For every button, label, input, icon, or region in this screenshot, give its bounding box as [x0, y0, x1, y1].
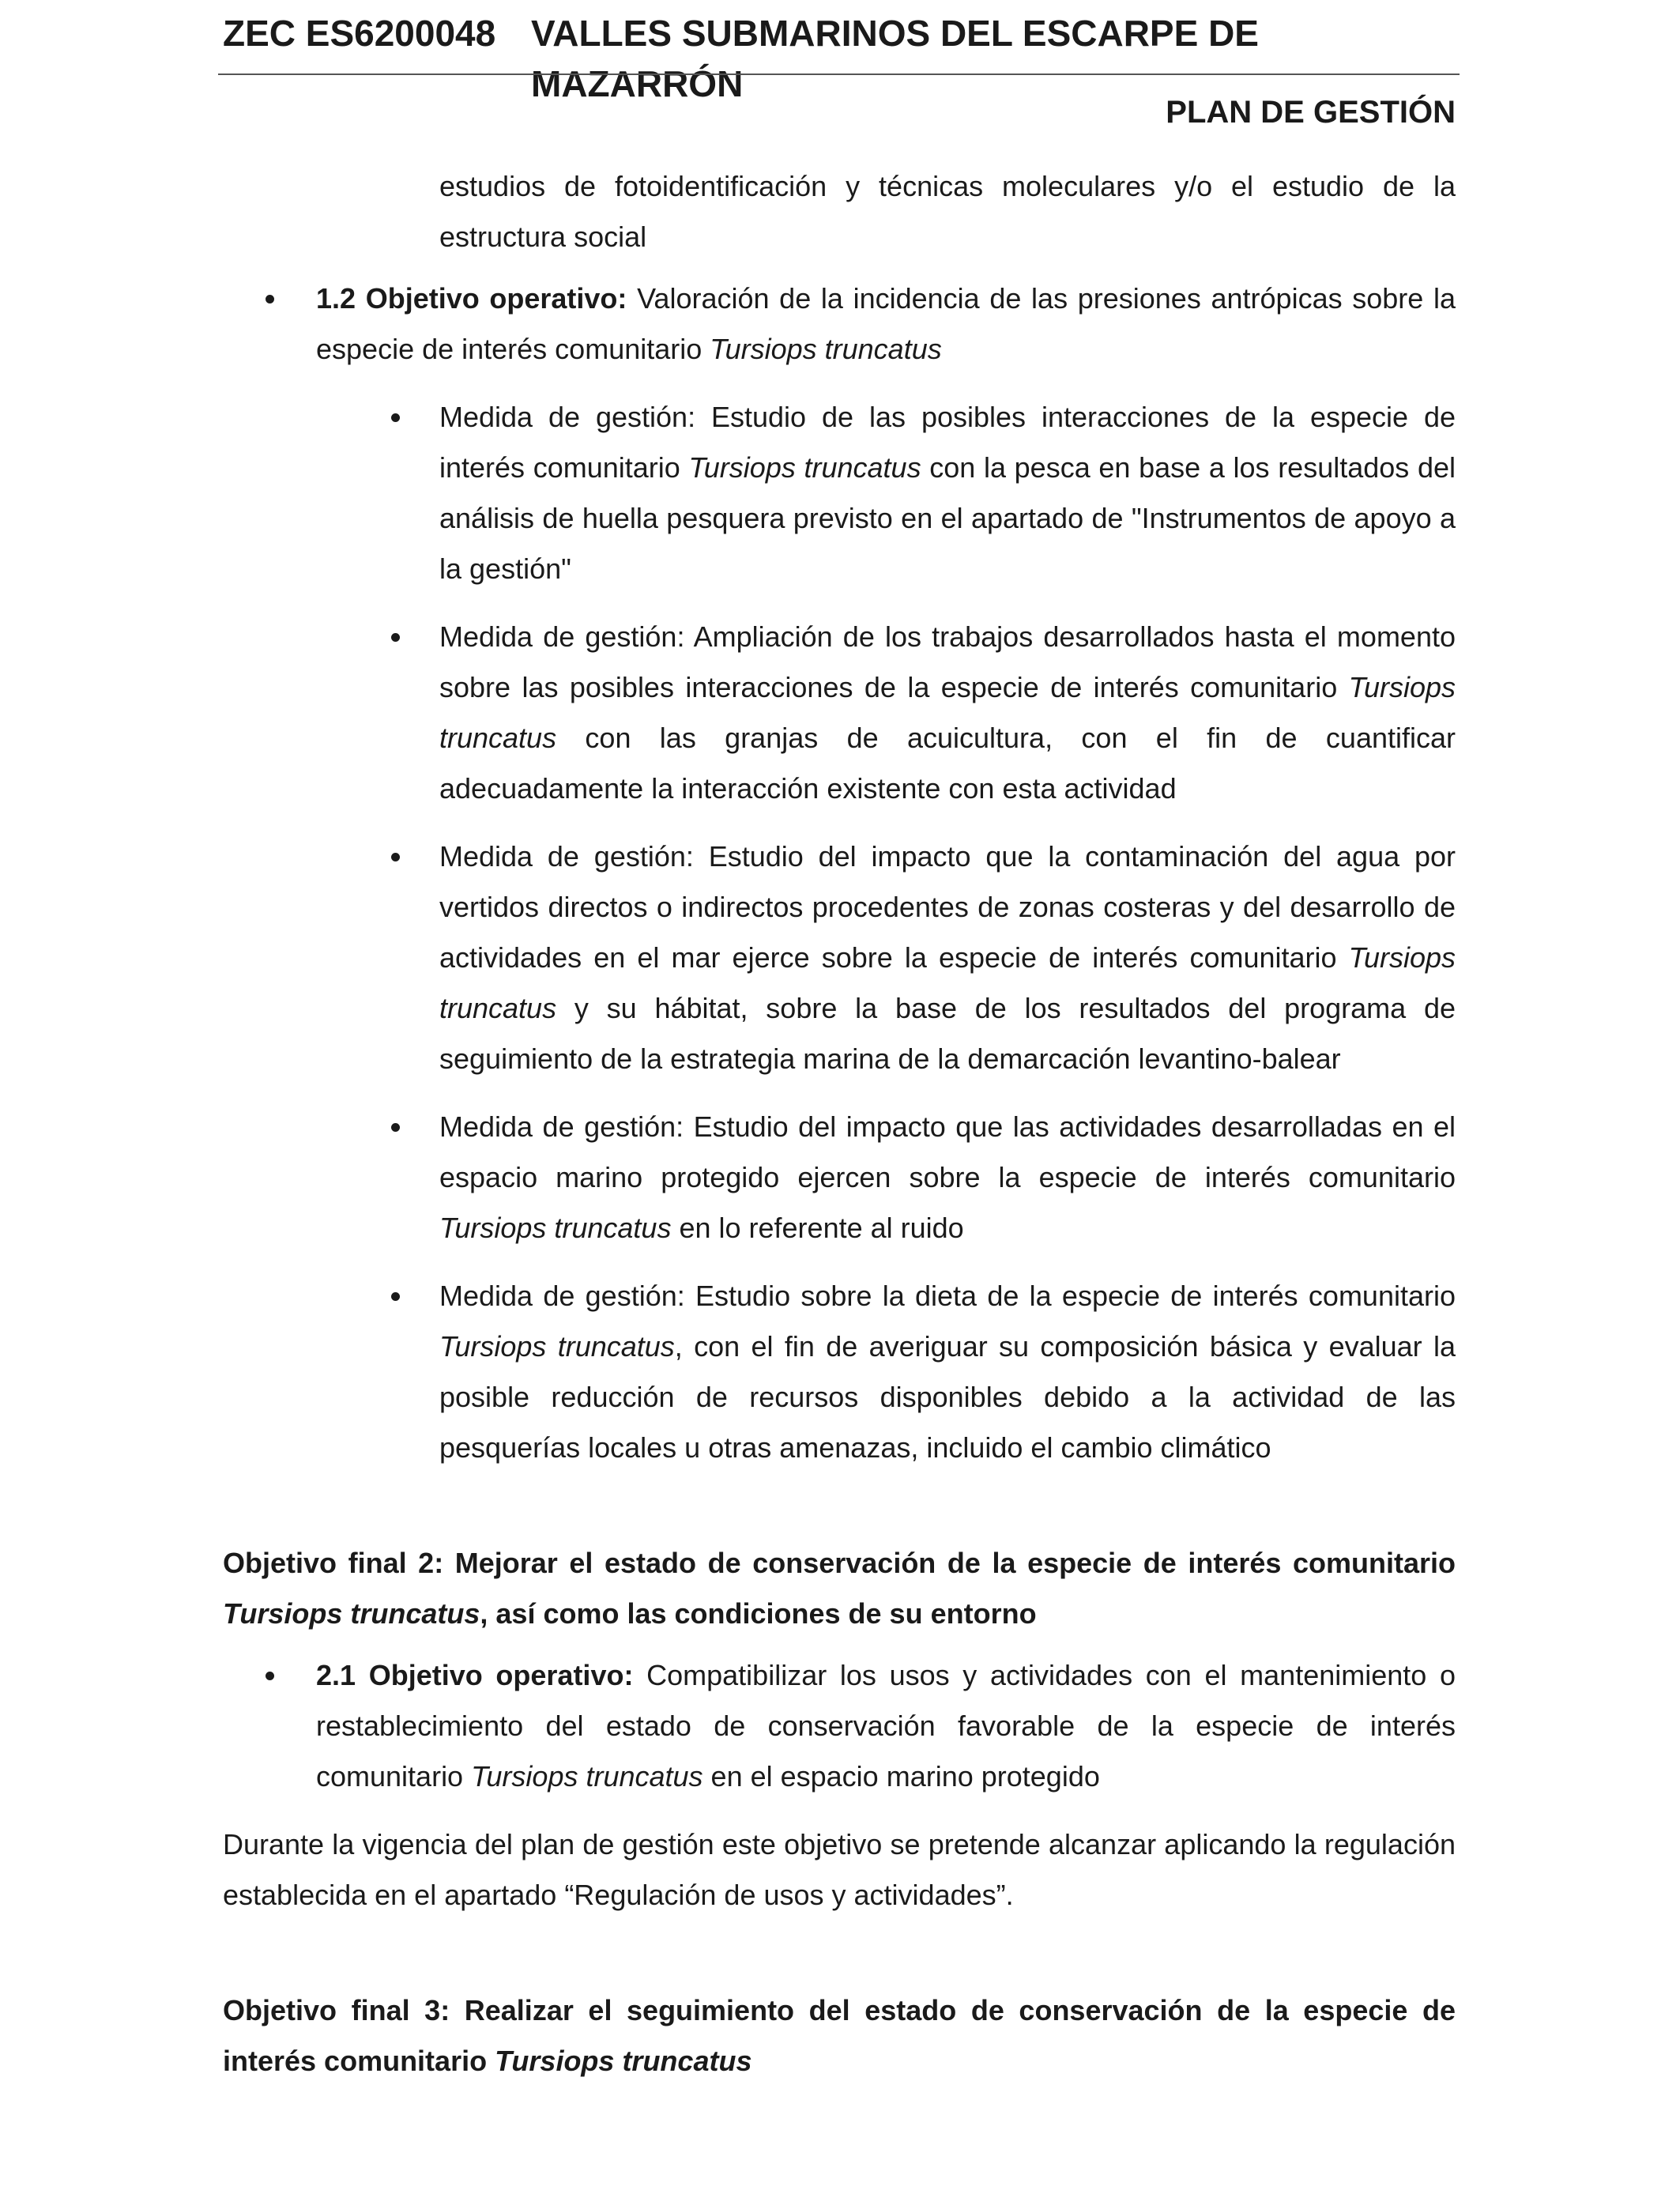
measure-text: Medida de gestión: Estudio del impacto que las actividades desarrolladas en el espacio marino protegido ejercen sobre la especie de interés comunitario: [439, 1110, 1456, 1193]
site-code: ZEC ES6200048: [223, 13, 496, 54]
objective-1-2: [300, 273, 1456, 375]
measure-text: Medida de gestión: Estudio de las posibles interacciones de la especie de interés comunitario: [439, 401, 1456, 484]
objective-2-1-text: en el espacio marino protegido: [703, 1760, 1100, 1793]
bullet-icon: [266, 295, 274, 303]
measure-text: con la pesca en base a los resultados del análisis de huella pesquera previsto en el apartado de "Instrumentos de apoyo a la gestión": [439, 451, 1456, 585]
species-name: Tursiops truncatus: [223, 1597, 480, 1630]
heading-text: Objetivo final 2: Mejorar el estado de conservación de la especie de interés comunitario: [223, 1547, 1456, 1579]
measure-text: con las granjas de acuicultura, con el fin de cuantificar adecuadamente la interacción existente con esta actividad: [439, 722, 1456, 805]
measure-text: Medida de gestión: Ampliación de los trabajos desarrollados hasta el momento sobre las posibles interacciones de la especie de interés comunitario: [439, 620, 1456, 703]
species-name: Tursiops truncatus: [710, 333, 942, 365]
document-subtitle: PLAN DE GESTIÓN: [1166, 95, 1456, 130]
bullet-icon: [391, 1292, 400, 1301]
objective-2-1: [316, 1650, 1456, 1802]
final-objective-2-heading: [223, 1538, 1456, 1639]
bullet-icon: [391, 853, 400, 861]
species-name: Tursiops truncatus: [688, 451, 921, 484]
objective-2-1-text: Compatibilizar los usos y actividades con el mantenimiento o restablecimiento del estado de conservación favorable de la especie de interés comunitario: [316, 1659, 1456, 1793]
measure-item: [439, 1102, 1456, 1253]
continuation-text: estudios de fotoidentificación y técnicas moleculares y/o el estudio de la estructura social: [439, 170, 1456, 253]
heading-text: Objetivo final 3: Realizar el seguimiento del estado de conservación de la especie de interés comunitario: [223, 1994, 1456, 2077]
header-divider: [218, 74, 1460, 75]
species-name: Tursiops truncatus: [471, 1760, 703, 1793]
continuation-paragraph: [439, 161, 1456, 262]
bullet-icon: [266, 1672, 274, 1680]
measure-item: [439, 392, 1456, 594]
objective-2-1-label: 2.1 Objetivo operativo:: [316, 1659, 634, 1691]
measure-text: Medida de gestión: Estudio sobre la dieta de la especie de interés comunitario: [439, 1280, 1456, 1312]
measure-item: [439, 1271, 1456, 1473]
measure-text: y su hábitat, sobre la base de los resultados del programa de seguimiento de la estrategia marina de la demarcación levantino-balear: [439, 992, 1456, 1075]
paragraph-text: Durante la vigencia del plan de gestión este objetivo se pretende alcanzar aplicando la regulación establecida en el apartado “Regulación de usos y actividades”.: [223, 1828, 1456, 1911]
measure-item: [439, 612, 1456, 814]
measure-text: , con el fin de averiguar su composición básica y evaluar la posible reducción de recursos disponibles debido a la actividad de las pesquerías locales u otras amenazas, incluido el cambio climático: [439, 1330, 1456, 1464]
measure-text: en lo referente al ruido: [671, 1212, 964, 1244]
species-name: Tursiops truncatus: [439, 1330, 675, 1363]
bullet-icon: [391, 413, 400, 422]
final-objective-3-heading: [223, 1985, 1456, 2087]
bullet-icon: [391, 633, 400, 642]
heading-text: , así como las condiciones de su entorno: [480, 1597, 1037, 1630]
species-name: Tursiops truncatus: [439, 941, 1456, 1024]
measure-text: Medida de gestión: Estudio del impacto que la contaminación del agua por vertidos directos o indirectos procedentes de zonas costeras y del desarrollo de actividades en el mar ejerce sobre la especie de interés comunitario: [439, 840, 1456, 974]
objective-1-2-label: 1.2 Objetivo operativo:: [316, 282, 627, 315]
site-name: VALLES SUBMARINOS DEL ESCARPE DE MAZARRÓN: [531, 13, 1259, 104]
species-name: Tursiops truncatus: [439, 1212, 672, 1244]
species-name: Tursiops truncatus: [439, 671, 1456, 754]
objective-1-2-text: Valoración de la incidencia de las presiones antrópicas sobre la especie de interés comunitario: [316, 282, 1456, 365]
body-paragraph: [223, 1819, 1456, 1921]
species-name: Tursiops truncatus: [495, 2045, 752, 2077]
measure-item: [439, 831, 1456, 1084]
bullet-icon: [391, 1123, 400, 1132]
